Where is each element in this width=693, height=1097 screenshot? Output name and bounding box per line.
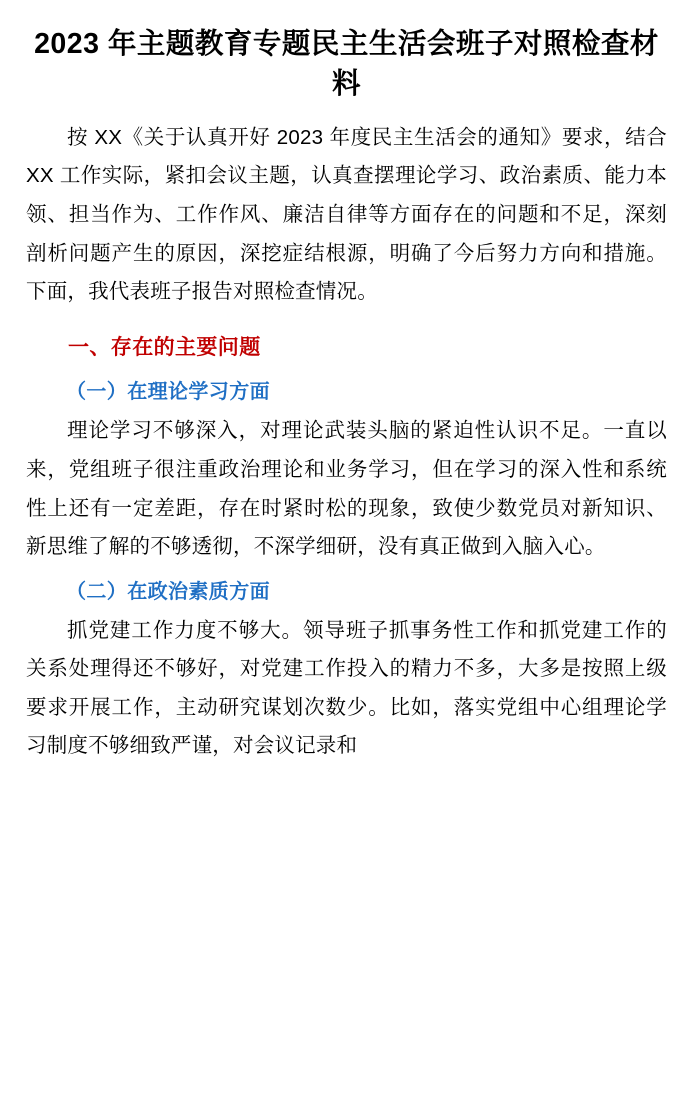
subsection-paragraph-theory-study: 理论学习不够深入，对理论武装头脑的紧迫性认识不足。一直以来，党组班子很注重政治理论和业务学习，但在学习的深入性和系统性上还有一定差距，存在时紧时松的现象，致使少数党员对新知识、新思维了解的不够透彻，不深学细研，没有真正做到入脑入心。 [26,419,667,559]
page-title: 2023 年主题教育专题民主生活会班子对照检查材料 [34,28,659,101]
title-spacer [26,316,667,322]
section-heading-main-problems: 一、存在的主要问题 [68,335,261,359]
subsection-heading-theory-study: （一）在理论学习方面 [66,381,270,404]
subsection-heading-political-quality: （二）在政治素质方面 [66,580,270,603]
intro-paragraph: 按 XX《关于认真开好 2023 年度民主生活会的通知》要求，结合 XX 工作实际，紧扣会议主题，认真查摆理论学习、政治素质、能力本领、担当作为、工作作风、廉洁自律等方面存在的问题和不足，深刻剖析问题产生的原因，深挖症结根源，明确了今后努力方向和措施。下面，我代表班子报告对照检查情况。 [26,125,667,304]
subsection-paragraph-political-quality: 抓党建工作力度不够大。领导班子抓事务性工作和抓党建工作的关系处理得还不够好，对党建工作投入的精力不多，大多是按照上级要求开展工作，主动研究谋划次数少。比如，落实党组中心组理论学习制度不够细致严谨，对会议记录和 [26,618,667,758]
